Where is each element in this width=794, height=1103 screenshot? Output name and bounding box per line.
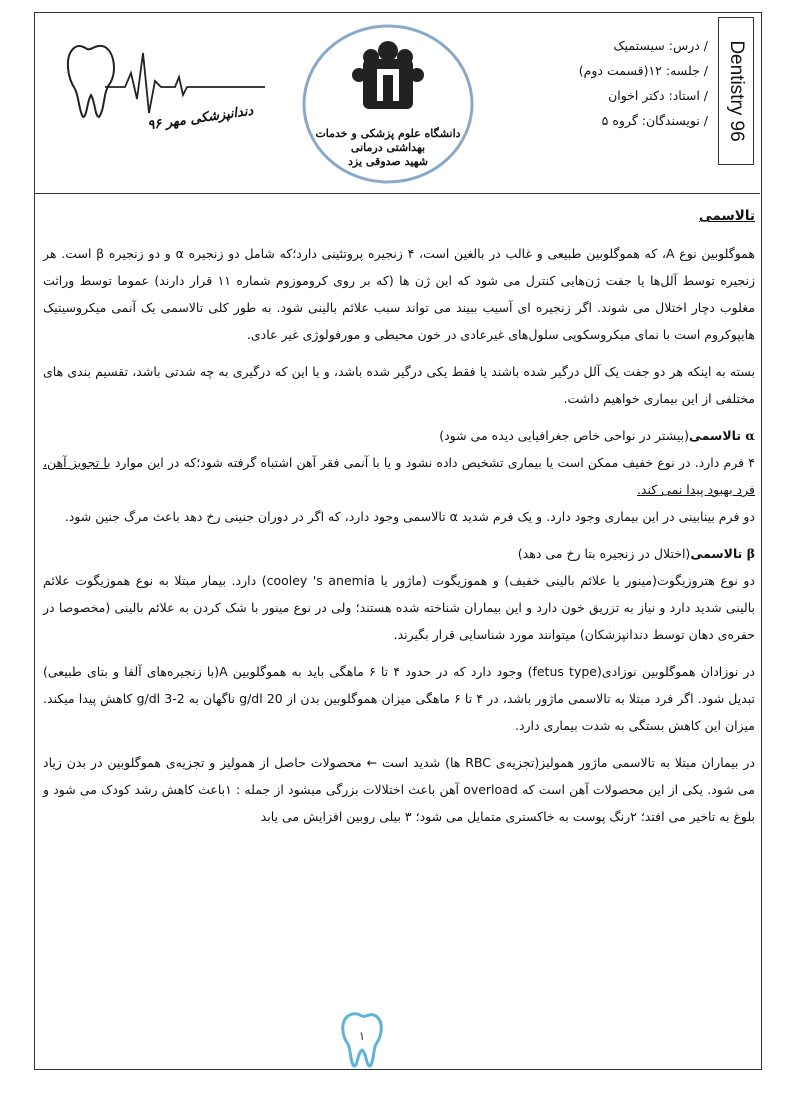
page-frame xyxy=(34,12,762,1070)
university-name-line2: شهید صدوقی یزد xyxy=(348,155,428,168)
meta-writer: / نویسندگان: گروه ۵ xyxy=(601,113,708,128)
beta-note: (اختلال در زنجیره بتا رخ می دهد) xyxy=(517,546,691,561)
university-seal xyxy=(301,23,475,185)
document-body xyxy=(43,203,755,840)
paragraph-classification: بسته به اینکه هر دو جفت یک آلل درگیر شده باشند یا فقط یکی درگیر شده باشد، و یا این که درگیری به چه شدتی باشد، تقسیم بندی های مختلفی از این بیماری خواهیم داشت. xyxy=(43,364,755,406)
alpha-note: (بیشتر در نواحی خاص جغرافیایی دیده می شود) xyxy=(439,428,689,443)
section-title: تالاسمی xyxy=(698,208,755,224)
beta-paragraph-1: دو نوع هتروزیگوت(مینور یا علائم بالینی خفیف) و هموزیگوت (ماژور یا cooley 's anemia) دارد. بیمار مبتلا به نوع هموزیگوت علائم بالینی شدید دارد و نیاز به تزریق خون دارد و این بیماران شناخته شده هستند؛ ولی در نوع مینور با شک کردن به علائم بالینی (مخصوصا در حفره‌ی دهان توسط دندانپزشکان) میتوانند مورد شناسایی قرار بگیرند. xyxy=(43,573,755,642)
page-header xyxy=(35,13,760,194)
meta-teacher: / استاد: دکتر اخوان xyxy=(608,88,708,103)
meta-course: / درس: سیستمیک xyxy=(613,38,708,53)
beta-paragraph-3: در بیماران مبتلا به تالاسمی ماژور همولیز(تجزیه‌ی RBC ها) شدید است ← محصولات حاصل از همولیز و تجزیه‌ی هموگلوبین در بدن زیاد می شود. یکی از این محصولات آهن است که overload آهن باعث اختلالات بزرگی میشود از جمله : ۱باعث کاهش رشد کودک می شود و بلوغ به تاخیر می افتد؛ ۲رنگ پوست به خاکستری متمایل می شود؛ ۳ بیلی روبین افزایش می یابد xyxy=(43,755,755,824)
lecture-meta xyxy=(548,33,708,133)
tooth-logo-caption: دندانپزشکی مهر ۹۶ xyxy=(146,103,255,134)
beta-symbol: β xyxy=(746,546,755,561)
alpha-line1: ۴ فرم دارد. در نوع خفیف ممکن است یا بیماری تشخیص داده نشود و یا با آنمی فقر آهن اشتباه گرفته شود؛که در این موارد xyxy=(110,455,756,470)
beta-title: تالاسمی xyxy=(690,546,747,561)
meta-session: / جلسه: ۱۲(قسمت دوم) xyxy=(578,63,708,78)
beta-heading xyxy=(43,540,755,567)
alpha-symbol: α xyxy=(745,428,755,443)
alpha-paragraph-1 xyxy=(43,449,755,503)
alpha-heading xyxy=(43,422,755,449)
page-number: ۱ xyxy=(358,1029,366,1043)
university-name xyxy=(301,127,475,169)
footer-tooth-icon xyxy=(340,1012,384,1072)
beta-paragraph-2: در نوزادان هموگلوبین نوزادی(fetus type) وجود دارد که در حدود ۴ تا ۶ ماهگی باید به هموگلوبین A(با زنجیره‌های آلفا و بتای طبیعی) تبدیل شود. اگر فرد مبتلا به تالاسمی ماژور باشد، در ۴ تا ۶ ماهگی میزان هموگلوبین بدن از 20 g/dl ناگهان به 2-3 g/dl کاهش پیدا میکند. میزان این کاهش بستگی به شدت بیماری دارد. xyxy=(43,664,756,733)
alpha-title: تالاسمی xyxy=(689,428,746,443)
brand-box xyxy=(718,17,754,165)
paragraph-intro: هموگلوبین نوع A، که هموگلوبین طبیعی و غالب در بالغین است، ۴ زنجیره پروتئینی دارد؛که شامل دو زنجیره α و دو زنجیره β است. هر زنجیره توسط آلل‌ها یا جفت ژن‌هایی کنترل می شود که این ژن ها (که بر روی کروموزوم شماره ۱۱ قرار دارند) عموما توسط وراثت مغلوب دچار اختلال می شوند. اگر زنجیره ای آسیب ببیند می تواند سبب علائم بالینی شود. به طور کلی تالاسمی یک آنمی میکروسیتیک هایپوکروم است با نمای میکروسکوپی سلول‌های غیرعادی در خون محیطی و مورفولوژی غیر عادی. xyxy=(43,246,756,342)
university-name-line1: دانشگاه علوم پزشکی و خدمات بهداشتی درمانی xyxy=(315,127,461,154)
alpha-paragraph-2: دو فرم بینابینی در این بیماری وجود دارد. و یک فرم شدید α تالاسمی وجود دارد، که اگر در دوران جنینی رخ دهد باعث مرگ جنین شود. xyxy=(64,509,755,524)
alpha-line1-underlined: با تجویز آهن، فرد بهبود پیدا نمی کند. xyxy=(43,455,755,497)
brand-label: Dentistry 96 xyxy=(726,40,747,142)
